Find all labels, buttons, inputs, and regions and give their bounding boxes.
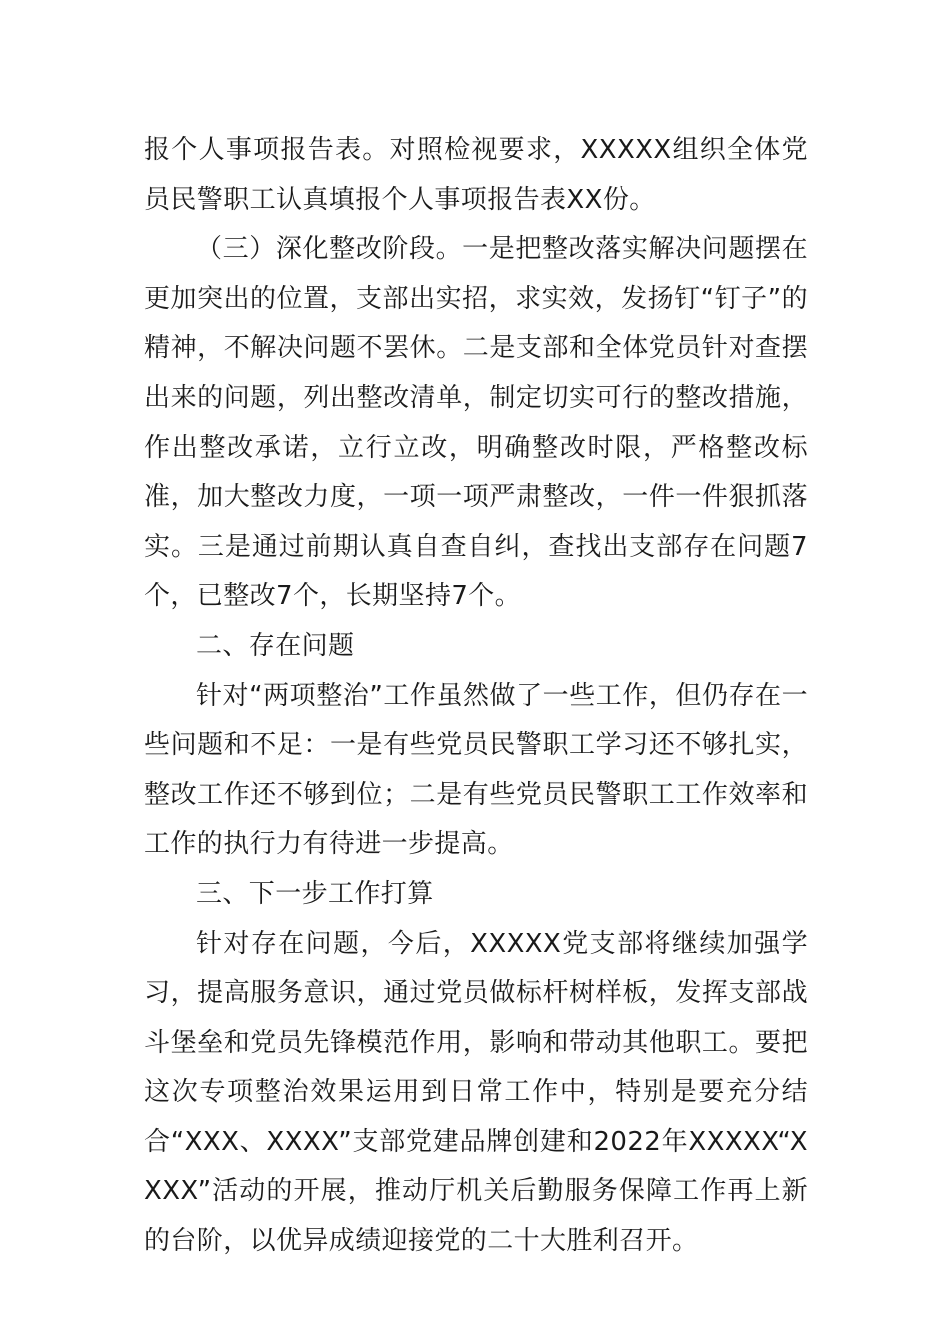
paragraph-rectification-stage: （三）深化整改阶段。一是把整改落实解决问题摆在更加突出的位置，支部出实招，求实效，发扬钉“钉子”的精神，不解决问题不罢休。二是支部和全体党员针对查摆出来的问题，列出整改清单，制定切实可行的整改措施，作出整改承诺，立行立改，明确整改时限，严格整改标准，加大整改力度，一项一项严肃整改，一件一件狠抓落实。三是通过前期认真自查自纠，查找出支部存在问题7个，已整改7个，长期坚持7个。 bbox=[144, 234, 808, 612]
section-heading-existing-problems: 二、存在问题 bbox=[196, 630, 355, 661]
paragraph-next-steps: 针对存在问题，今后，XXXXX党支部将继续加强学习，提高服务意识，通过党员做标杆树样板，发挥支部战斗堡垒和党员先锋模范作用，影响和带动其他职工。要把这次专项整治效果运用到日常工作中，特别是要充分结合“XXX、XXXX”支部党建品牌创建和2022年XXXXX“XXXX”活动的开展，推动厅机关后勤服务保障工作再上新的台阶，以优异成绩迎接党的二十大胜利召开。 bbox=[144, 928, 808, 1257]
paragraph-existing-problems: 针对“两项整治”工作虽然做了一些工作，但仍存在一些问题和不足：一是有些党员民警职工学习还不够扎实，整改工作还不够到位；二是有些党员民警职工工作效率和工作的执行力有待进一步提高。 bbox=[144, 680, 808, 860]
document-body bbox=[144, 126, 808, 1267]
section-heading-next-steps: 三、下一步工作打算 bbox=[196, 878, 434, 909]
paragraph-continuation: 报个人事项报告表。对照检视要求，XXXXX组织全体党员民警职工认真填报个人事项报告表XX份。 bbox=[144, 135, 808, 215]
